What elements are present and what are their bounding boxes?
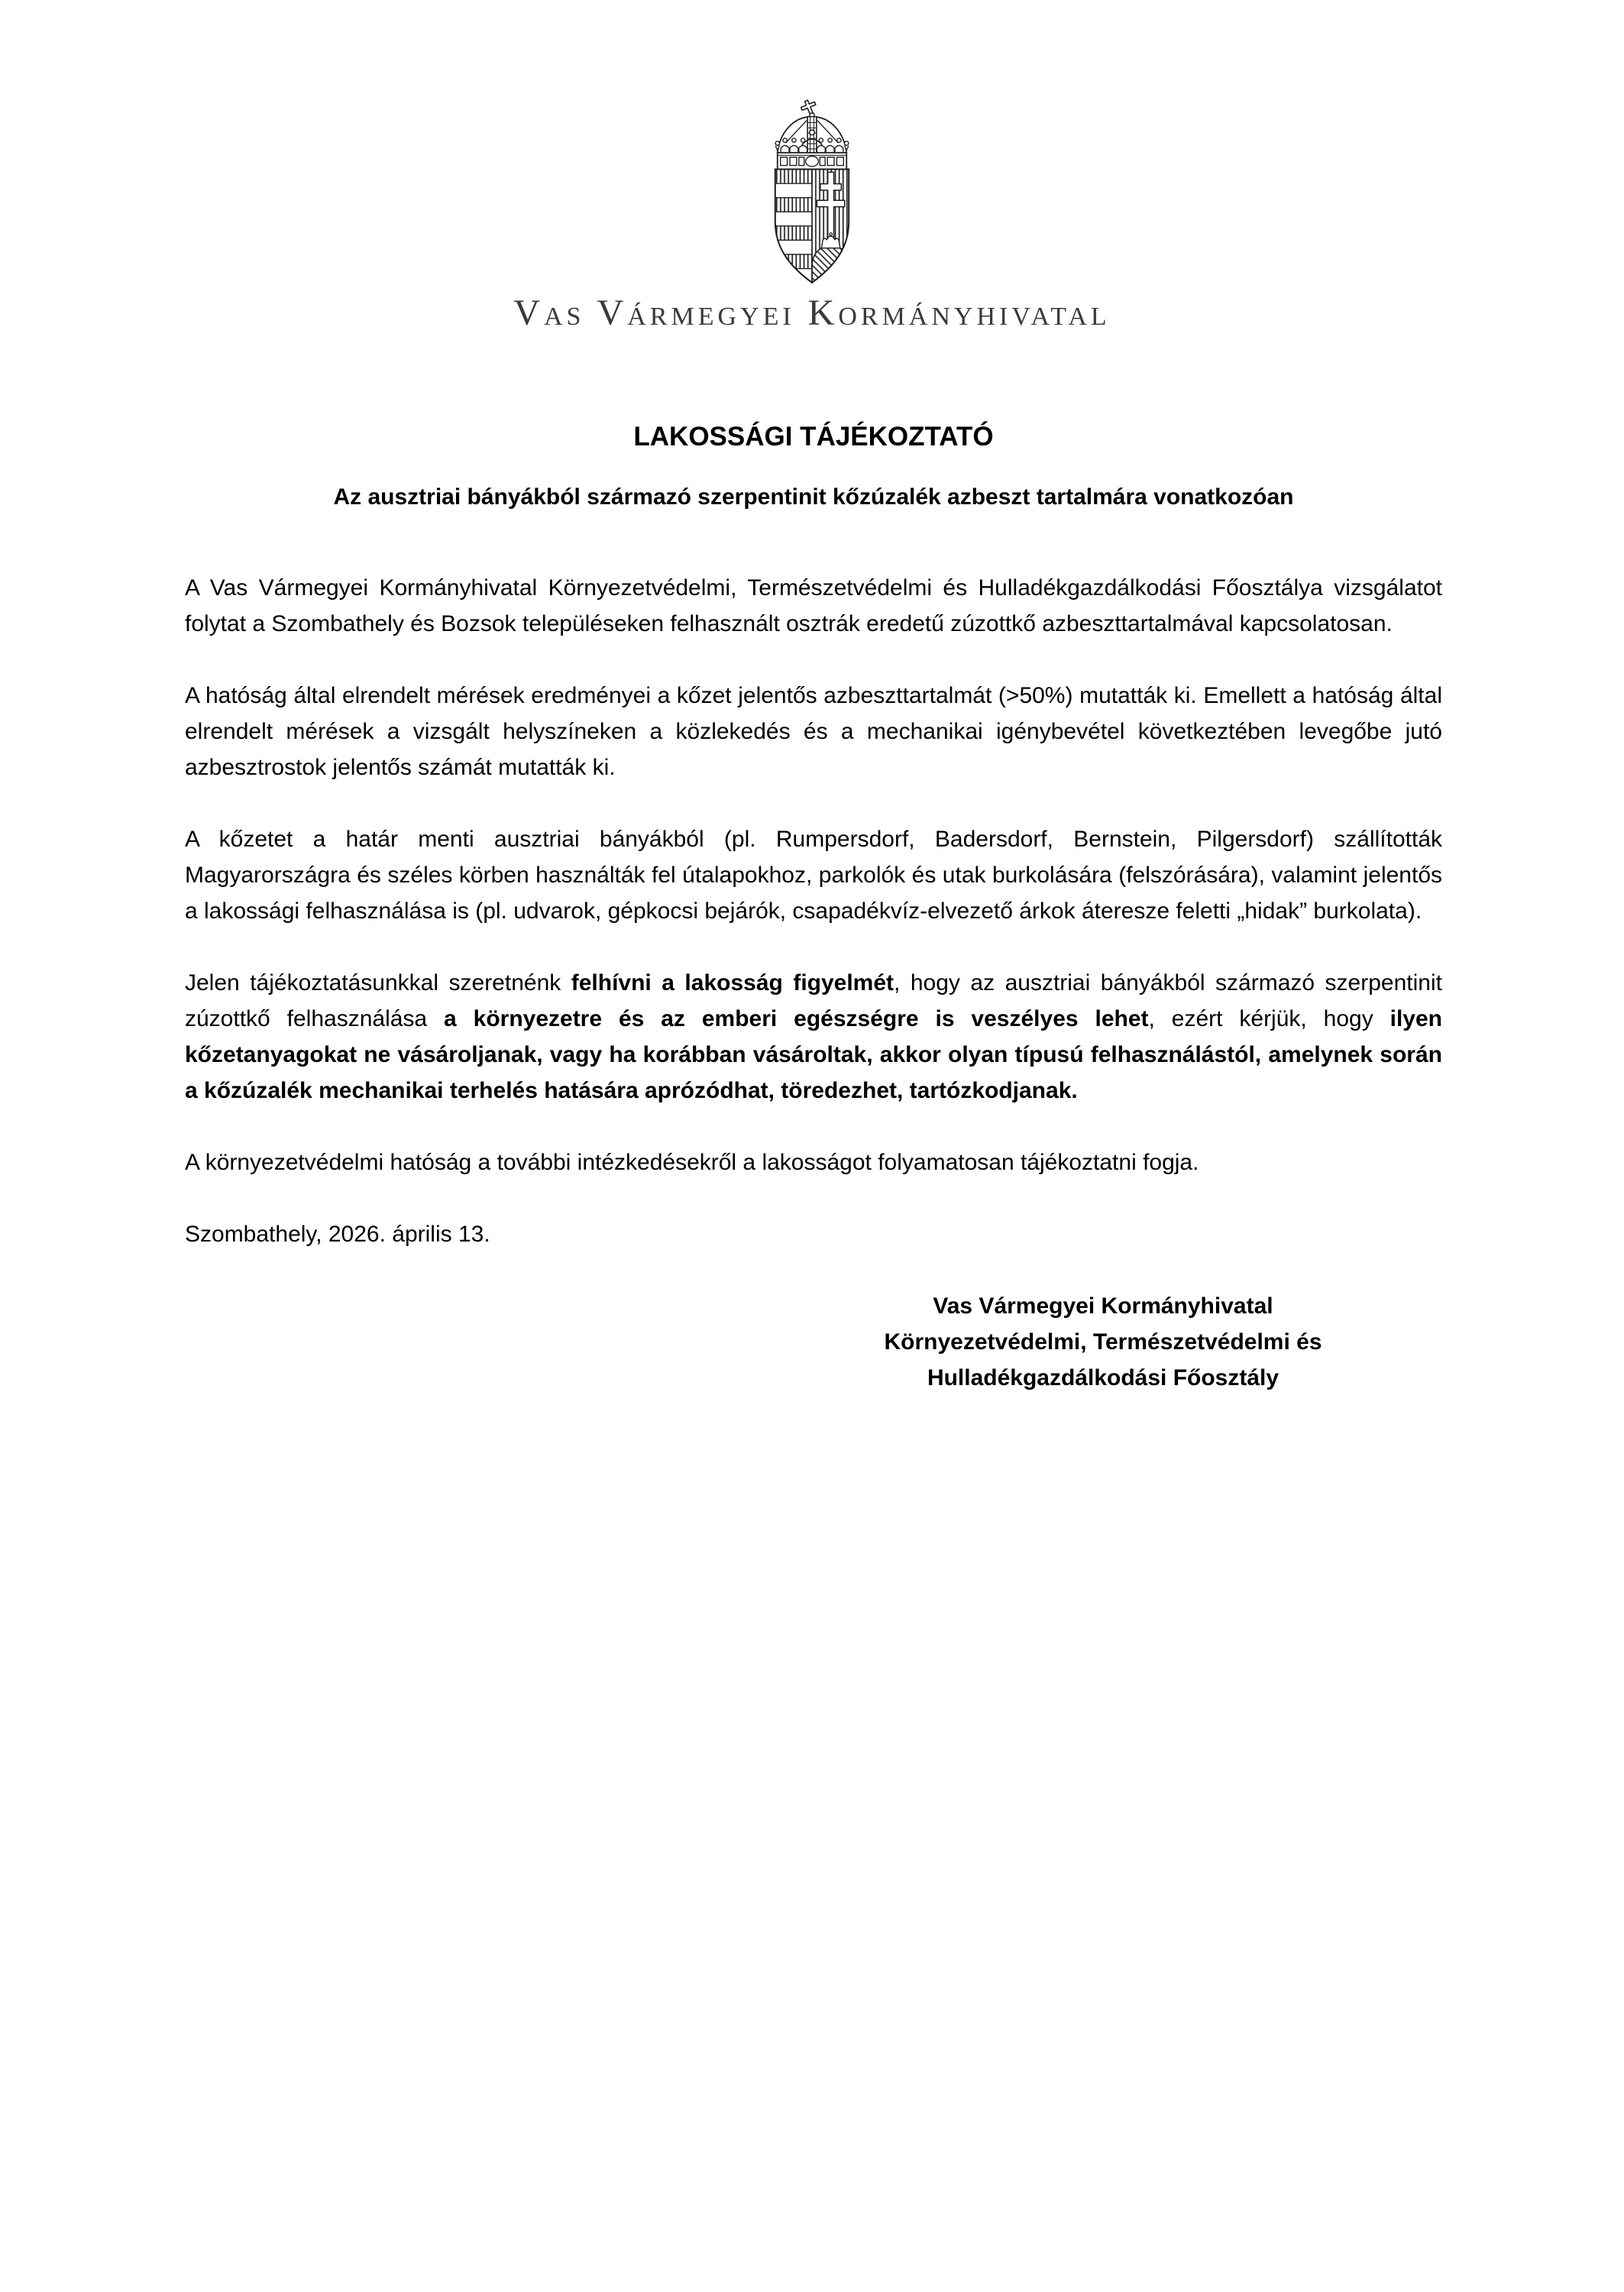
org-name: Vas Vármegyei Kormányhivatal: [513, 293, 1111, 333]
paragraph-5: A környezetvédelmi hatóság a további intézkedésekről a lakosságot folyamatosan tájékoztatni fogja.: [185, 1150, 1199, 1175]
paragraph-3: A kőzetet a határ menti ausztriai bányákból (pl. Rumpersdorf, Badersdorf, Bernstein, Pilgersdorf) szállították Magyarországra és széles körben használták fel útalapokhoz, parkolók és utak burkolására (felszórására), valamint jelentős a lakossági felhasználása is (pl. udvarok, gépkocsi bejárók, csapadékvíz-elvezető árkok áteresze feletti „hidak” burkolata).: [185, 827, 1442, 924]
paragraph-2: A hatóság által elrendelt mérések eredményei a kőzet jelentős azbeszttartalmát (>50%) mutatták ki. Emellett a hatóság által elrendelt mérések a vizsgált helyszíneken a közlekedés és a mechanikai igénybevétel következtében levegőbe jutó azbesztrostok jelentős számát mutatták ki.: [185, 683, 1442, 780]
document-body: [0, 422, 1624, 1396]
signature-line: Környezetvédelmi, Természetvédelmi és: [884, 1329, 1322, 1355]
body-text: [185, 570, 1442, 1396]
doc-title: LAKOSSÁGI TÁJÉKOZTATÓ: [633, 422, 994, 452]
paragraph-4: Jelen tájékoztatásunkkal szeretnénk felhívni a lakosság figyelmét, hogy az ausztriai bányákból származó szerpentinit zúzottkő felhasználása a környezetre és az emberi egészségre is veszélyes lehet, ezért kérjük, hogy ilyen kőzetanyagokat ne vásároljanak, vagy ha korábban vásároltak, akkor olyan típusú felhasználástól, amelynek során a kőzúzalék mechanikai terhelés hatására aprózódhat, töredezhet, tartózkodjanak.: [185, 970, 1443, 1103]
signature-line: Vas Vármegyei Kormányhivatal: [933, 1293, 1273, 1319]
date-line: Szombathely, 2026. április 13.: [185, 1222, 490, 1247]
paragraph-1: A Vas Vármegyei Kormányhivatal Környezetvédelmi, Természetvédelmi és Hulladékgazdálkodási Főosztálya vizsgálatot folytat a Szombathely és Bozsok településeken felhasznált osztrák eredetű zúzottkő azbeszttartalmával kapcsolatosan.: [185, 575, 1442, 636]
logo-wrap: [0, 0, 1624, 289]
signature-block: [836, 1288, 1370, 1396]
signature-line: Hulladékgazdálkodási Főosztály: [927, 1365, 1279, 1390]
hungarian-coat-of-arms-icon: [767, 96, 857, 285]
doc-subtitle: Az ausztriai bányákból származó szerpentinit kőzúzalék azbeszt tartalmára vonatkozóan: [333, 484, 1294, 510]
